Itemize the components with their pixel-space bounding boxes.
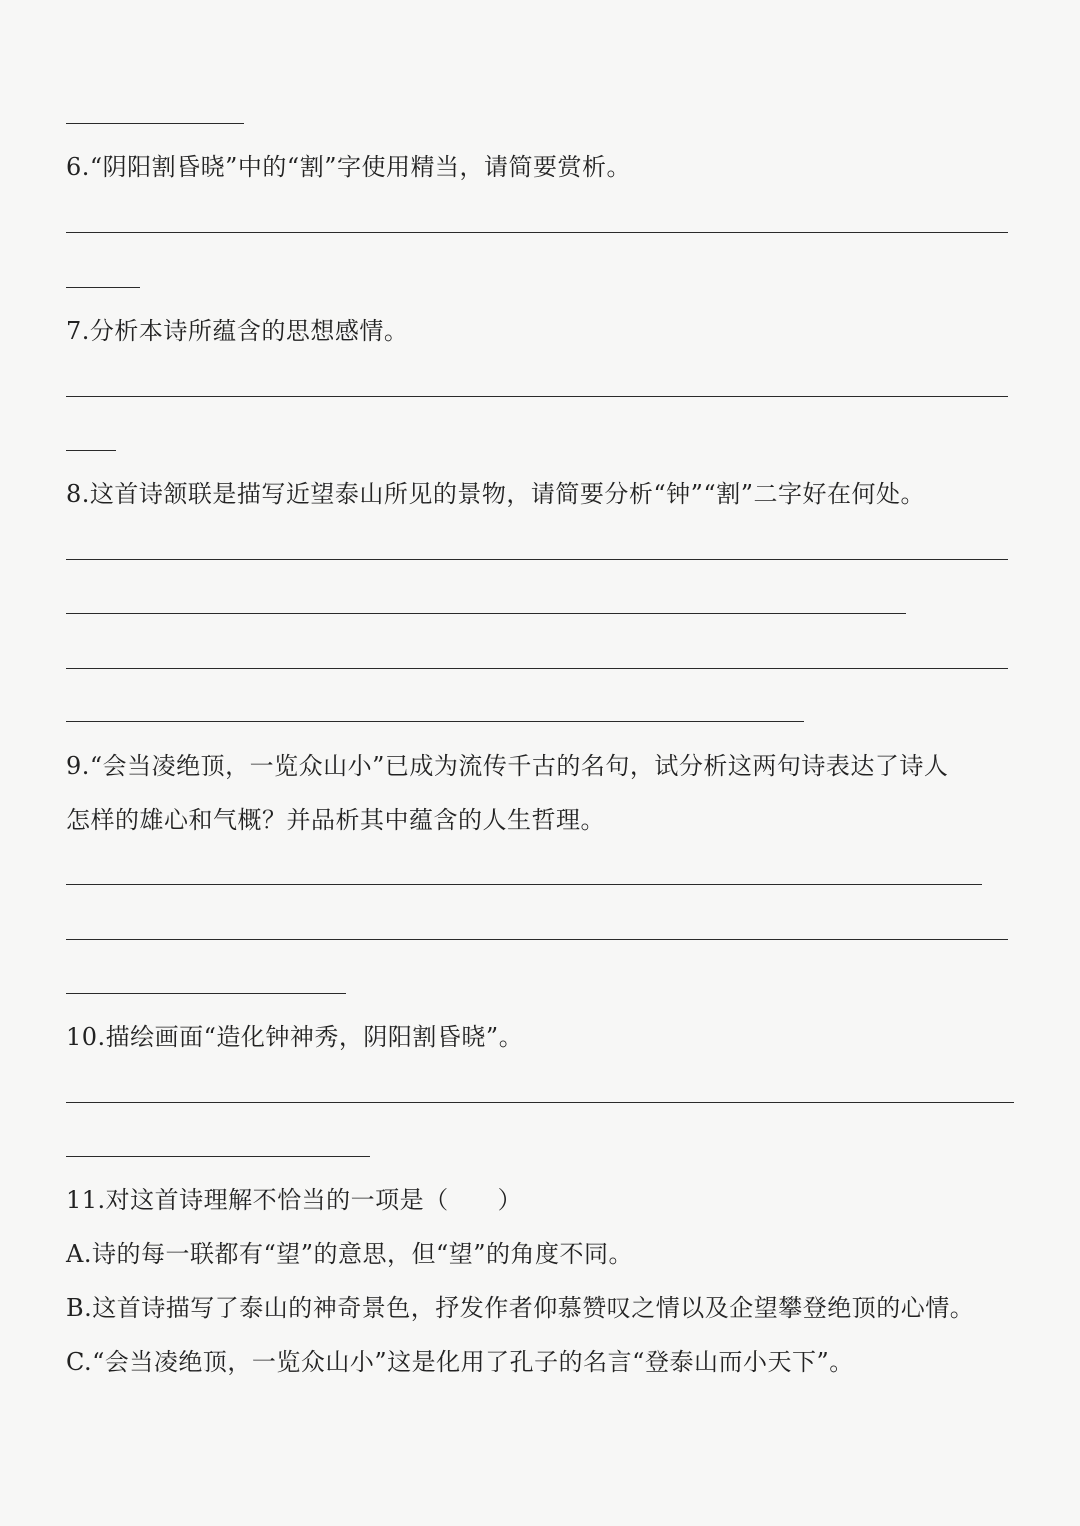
answer-line	[66, 1156, 370, 1157]
answer-line	[66, 287, 140, 288]
answer-line	[66, 993, 346, 994]
question-8: 8.这首诗颔联是描写近望泰山所见的景物，请简要分析“钟”“割”二字好在何处。	[66, 480, 925, 508]
question-9-line-2: 怎样的雄心和气概？并品析其中蕴含的人生哲理。	[66, 806, 605, 834]
option-b: B.这首诗描写了泰山的神奇景色，抒发作者仰慕赞叹之情以及企望攀登绝顶的心情。	[66, 1294, 975, 1322]
answer-line	[66, 668, 1008, 669]
question-9-line-1: 9.“会当凌绝顶，一览众山小”已成为流传千古的名句，试分析这两句诗表达了诗人	[66, 752, 949, 780]
answer-line	[66, 123, 244, 124]
question-10: 10.描绘画面“造化钟神秀，阴阳割昏晓”。	[66, 1023, 524, 1051]
answer-line	[66, 1102, 1014, 1103]
answer-line	[66, 450, 116, 451]
answer-line	[66, 613, 906, 614]
answer-line	[66, 559, 1008, 560]
answer-line	[66, 884, 982, 885]
answer-line	[66, 396, 1008, 397]
answer-line	[66, 939, 1008, 940]
answer-line	[66, 721, 804, 722]
option-a: A.诗的每一联都有“望”的意思，但“望”的角度不同。	[66, 1240, 634, 1268]
question-6: 6.“阴阳割昏晓”中的“割”字使用精当，请简要赏析。	[66, 153, 631, 181]
question-11: 11.对这首诗理解不恰当的一项是（ ）	[66, 1186, 523, 1214]
answer-line	[66, 232, 1008, 233]
question-7: 7.分析本诗所蕴含的思想感情。	[66, 317, 409, 345]
option-c: C.“会当凌绝顶，一览众山小”这是化用了孔子的名言“登泰山而小天下”。	[66, 1348, 854, 1376]
